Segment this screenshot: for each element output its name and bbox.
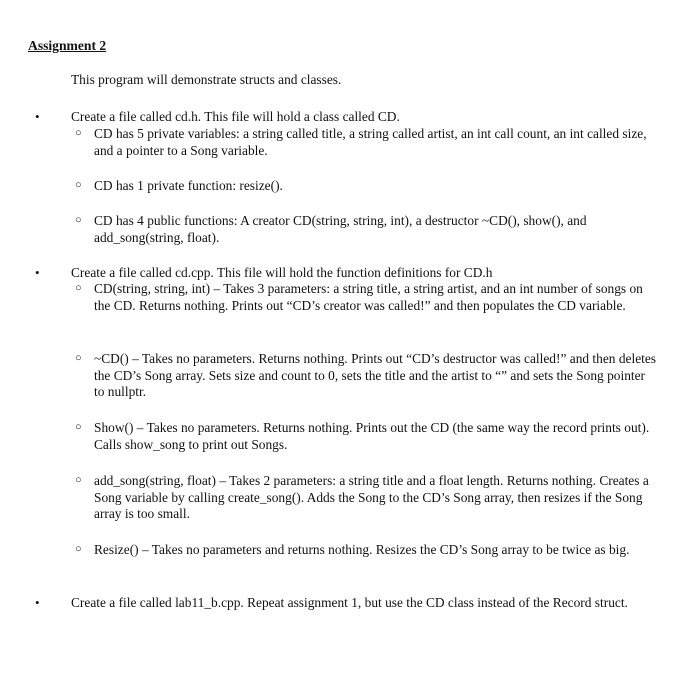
sub-bullet-icon: ○ [75,214,82,226]
sub-item-text: add_song(string, float) – Takes 2 parameters: a string title and a float length. Returns nothing. Creates a Song variable by calling create_song(). Adds the Song to the CD’s Song array, then resizes if the Song array is too small. [94,473,649,521]
assignment-title: Assignment 2 [28,38,107,53]
sub-item-text: CD has 4 public functions: A creator CD(string, string, int), a destructor ~CD(), show(), and add_song(string, float). [94,213,587,245]
sub-item-creator [75,281,656,314]
sub-bullet-icon: ○ [75,352,82,364]
sub-item-private-function [75,178,656,195]
sub-item-text: ~CD() – Takes no parameters. Returns nothing. Prints out “CD’s destructor was called!” and then deletes the CD’s Song array. Sets size and count to 0, sets the title and the artist to “” and sets the Song pointer to nullptr. [94,351,657,399]
bullet-icon: • [35,595,40,610]
sub-item-public-functions [75,213,656,246]
bullet-icon: • [35,109,40,124]
list-item-cd-h [35,109,661,126]
sub-item-text: CD has 1 private function: resize(). [94,178,283,193]
sub-item-private-variables [75,126,656,159]
list-item-lab11 [35,595,661,612]
sub-item-add-song [75,473,656,523]
sub-item-text: CD(string, string, int) – Takes 3 parameters: a string title, a string artist, and an int number of songs on the CD. Returns nothing. Prints out “CD’s creator was called!” and then populates the CD variable. [94,281,643,313]
sub-item-show [75,420,656,453]
sub-item-text: CD has 5 private variables: a string called title, a string called artist, an int call count, an int called size, and a pointer to a Song variable. [94,126,647,158]
sub-item-text: Resize() – Takes no parameters and returns nothing. Resizes the CD’s Song array to be twice as big. [94,542,630,557]
sub-bullet-icon: ○ [75,421,82,433]
list-item-cd-cpp [35,265,661,282]
list-item-text: Create a file called lab11_b.cpp. Repeat assignment 1, but use the CD class instead of the Record struct. [71,595,628,610]
sub-item-destructor [75,351,657,401]
sub-item-resize [75,542,656,559]
sub-bullet-icon: ○ [75,474,82,486]
list-item-text: Create a file called cd.h. This file will hold a class called CD. [71,109,400,124]
sub-bullet-icon: ○ [75,543,82,555]
list-item-text: Create a file called cd.cpp. This file will hold the function definitions for CD.h [71,265,493,280]
intro-paragraph: This program will demonstrate structs and classes. [71,72,342,87]
sub-item-text: Show() – Takes no parameters. Returns nothing. Prints out the CD (the same way the record prints out). Calls show_song to print out Songs. [94,420,650,452]
sub-bullet-icon: ○ [75,179,82,191]
sub-bullet-icon: ○ [75,127,82,139]
sub-bullet-icon: ○ [75,282,82,294]
bullet-icon: • [35,265,40,280]
